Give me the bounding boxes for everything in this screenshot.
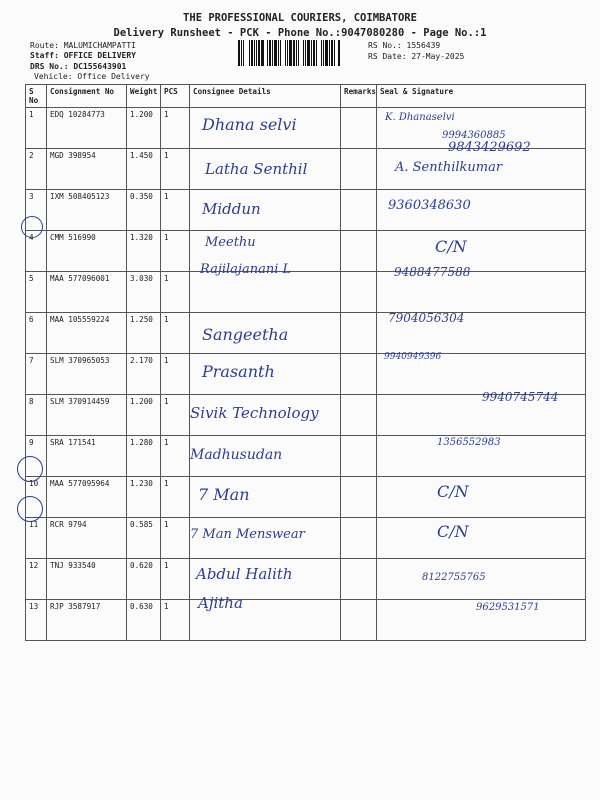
col-consignee: Consignee Details	[190, 85, 341, 108]
cell-consignment: EDQ 10284773	[47, 108, 127, 149]
cell-pcs: 1	[161, 190, 190, 231]
cell-remarks	[341, 600, 377, 641]
cell-signature	[377, 518, 586, 559]
cell-pcs: 1	[161, 354, 190, 395]
cell-weight: 0.350	[127, 190, 161, 231]
handwritten-consignee-name: Ajitha	[198, 594, 243, 612]
row-4-circle-mark	[21, 216, 43, 238]
handwritten-signature: 7904056304	[388, 311, 465, 325]
drs-prefix: DRS No.: DC	[30, 62, 83, 71]
handwritten-consignee-name: Dhana selvi	[202, 115, 297, 134]
cell-weight: 1.200	[127, 395, 161, 436]
rs-number: RS No.: 1556439	[368, 41, 441, 50]
cell-sno: 11	[26, 518, 47, 559]
cell-pcs: 1	[161, 436, 190, 477]
handwritten-signature: 9940745744	[482, 390, 559, 404]
handwritten-signature: 8122755765	[422, 572, 486, 583]
table-row	[26, 190, 586, 231]
handwritten-consignee-name: 7 Man	[198, 485, 250, 504]
col-weight: Weight	[127, 85, 161, 108]
col-consignment: Consignment No	[47, 85, 127, 108]
cell-sno: 7	[26, 354, 47, 395]
cell-pcs: 1	[161, 149, 190, 190]
handwritten-signature: 9994360885	[442, 130, 506, 141]
company-title: THE PROFESSIONAL COURIERS, COIMBATORE	[183, 12, 417, 24]
handwritten-signature: C/N	[437, 482, 469, 501]
cell-sno: 2	[26, 149, 47, 190]
cell-remarks	[341, 477, 377, 518]
cell-pcs: 1	[161, 559, 190, 600]
drs-label	[30, 62, 126, 71]
col-pcs: PCS	[161, 85, 190, 108]
cell-weight: 1.280	[127, 436, 161, 477]
handwritten-signature: 1356552983	[437, 437, 501, 448]
table-row	[26, 354, 586, 395]
table-row	[26, 518, 586, 559]
cell-pcs: 1	[161, 313, 190, 354]
cell-remarks	[341, 231, 377, 272]
cell-consignment: SRA 171541	[47, 436, 127, 477]
handwritten-consignee-name: Meethu	[205, 235, 256, 250]
col-sno: S No	[26, 85, 47, 108]
cell-consignment: RJP 3587917	[47, 600, 127, 641]
handwritten-consignee-name: Sivik Technology	[190, 404, 319, 422]
handwritten-signature: 9629531571	[476, 602, 540, 613]
cell-remarks	[341, 313, 377, 354]
cell-weight: 3.030	[127, 272, 161, 313]
cell-sno: 6	[26, 313, 47, 354]
cell-remarks	[341, 559, 377, 600]
cell-weight: 1.450	[127, 149, 161, 190]
cell-pcs: 1	[161, 477, 190, 518]
cell-sno: 1	[26, 108, 47, 149]
cell-consignment: CMM 516990	[47, 231, 127, 272]
cell-sno: 10	[26, 477, 47, 518]
table-row	[26, 231, 586, 272]
cell-pcs: 1	[161, 108, 190, 149]
handwritten-consignee-name: Latha Senthil	[205, 160, 308, 178]
cell-remarks	[341, 518, 377, 559]
col-remarks: Remarks	[341, 85, 377, 108]
vehicle-label: Vehicle: Office Delivery	[34, 72, 150, 81]
cell-consignment: MGD 398954	[47, 149, 127, 190]
barcode	[238, 40, 358, 66]
cell-sno: 4	[26, 231, 47, 272]
cell-sno: 12	[26, 559, 47, 600]
cell-pcs: 1	[161, 600, 190, 641]
drs-number: 155643901	[82, 62, 127, 71]
cell-consignee	[190, 272, 341, 313]
cell-weight: 0.630	[127, 600, 161, 641]
cell-pcs: 1	[161, 231, 190, 272]
rs-date: RS Date: 27-May-2025	[368, 52, 465, 61]
handwritten-consignee-name: 7 Man Menswear	[190, 527, 305, 542]
cell-consignment: MAA 577095964	[47, 477, 127, 518]
cell-sno: 8	[26, 395, 47, 436]
cell-remarks	[341, 272, 377, 313]
cell-sno: 3	[26, 190, 47, 231]
cell-weight: 1.200	[127, 108, 161, 149]
handwritten-signature: C/N	[437, 522, 469, 541]
cell-weight: 2.170	[127, 354, 161, 395]
table-row	[26, 313, 586, 354]
cell-pcs: 1	[161, 518, 190, 559]
handwritten-signature: A. Senthilkumar	[395, 160, 503, 175]
handwritten-signature: K. Dhanaselvi	[385, 112, 455, 123]
handwritten-signature: C/N	[435, 237, 467, 256]
cell-remarks	[341, 149, 377, 190]
cell-weight: 1.250	[127, 313, 161, 354]
cell-consignment: TNJ 933540	[47, 559, 127, 600]
col-signature: Seal & Signature	[377, 85, 586, 108]
cell-remarks	[341, 395, 377, 436]
handwritten-signature: 9360348630	[388, 198, 471, 213]
cell-remarks	[341, 108, 377, 149]
cell-signature	[377, 477, 586, 518]
handwritten-consignee-name: Abdul Halith	[196, 565, 293, 583]
table-row	[26, 559, 586, 600]
handwritten-consignee-name: Prasanth	[202, 362, 275, 381]
cell-sno: 9	[26, 436, 47, 477]
runsheet-subtitle: Delivery Runsheet - PCK - Phone No.:9047080280 - Page No.:1	[113, 27, 487, 39]
cell-remarks	[341, 354, 377, 395]
cell-consignment: RCR 9794	[47, 518, 127, 559]
handwritten-signature: 9940949396	[384, 352, 442, 362]
staff-label: Staff: OFFICE DELIVERY	[30, 51, 136, 60]
cell-sno: 5	[26, 272, 47, 313]
cell-pcs: 1	[161, 395, 190, 436]
handwritten-consignee-name: Rajilajanani L	[200, 262, 292, 277]
cell-remarks	[341, 190, 377, 231]
row-11-circle-mark	[17, 496, 43, 522]
handwritten-signature: 9843429692	[448, 140, 531, 155]
cell-consignment: MAA 577096001	[47, 272, 127, 313]
table-row	[26, 436, 586, 477]
cell-weight: 1.230	[127, 477, 161, 518]
cell-weight: 1.320	[127, 231, 161, 272]
row-10-circle-mark	[17, 456, 43, 482]
handwritten-signature: 9488477588	[394, 265, 471, 279]
cell-weight: 0.620	[127, 559, 161, 600]
cell-pcs: 1	[161, 272, 190, 313]
cell-consignment: IXM 508405123	[47, 190, 127, 231]
handwritten-consignee-name: Sangeetha	[202, 325, 289, 344]
table-row	[26, 272, 586, 313]
table-header-row	[26, 85, 586, 108]
cell-sno: 13	[26, 600, 47, 641]
handwritten-consignee-name: Middun	[202, 200, 261, 218]
cell-weight: 0.585	[127, 518, 161, 559]
route-label: Route: MALUMICHAMPATTI	[30, 41, 136, 50]
handwritten-consignee-name: Madhusudan	[190, 447, 283, 463]
cell-consignment: SLM 370914459	[47, 395, 127, 436]
cell-consignment: MAA 105559224	[47, 313, 127, 354]
cell-consignment: SLM 370965053	[47, 354, 127, 395]
cell-remarks	[341, 436, 377, 477]
table-row	[26, 477, 586, 518]
